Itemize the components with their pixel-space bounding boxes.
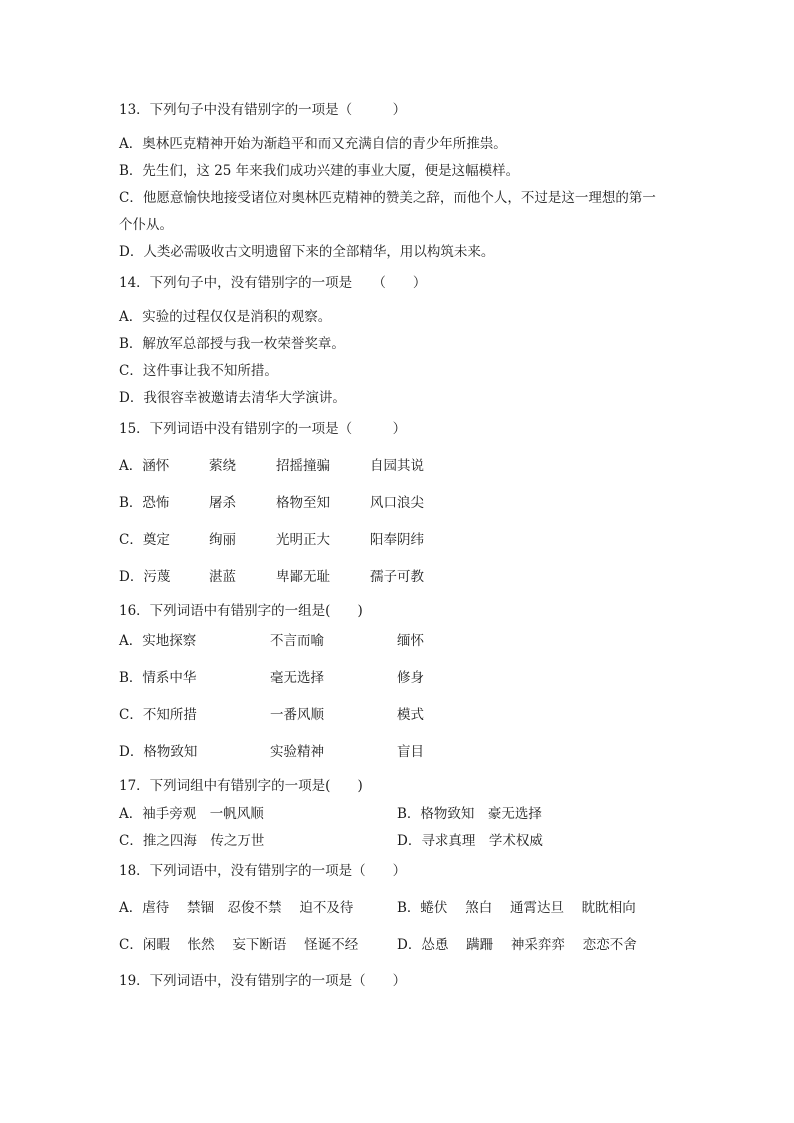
question-18-option-d: D．怂恿 蹒跚 神采弈弈 恋恋不舍 xyxy=(397,937,637,953)
question-15-option-a-word-4: 自园其说 xyxy=(370,458,424,474)
question-16-option-c-word-3: 模式 xyxy=(397,707,424,723)
question-16-option-c-word-2: 一番风顺 xyxy=(270,707,324,723)
question-17-option-a: A．袖手旁观 一帆风顺 xyxy=(119,806,264,822)
question-13-option-b: B．先生们，这 25 年来我们成功兴建的事业大厦，便是这幅模样。 xyxy=(119,163,520,179)
question-17-option-d: D．寻求真理 学术权威 xyxy=(397,833,543,849)
question-14-option-c: C．这件事让我不知所措。 xyxy=(119,363,278,379)
question-13-stem: 13．下列句子中没有错别字的一项是（ ） xyxy=(119,102,407,118)
question-19-stem: 19．下列词语中，没有错别字的一项是（ ） xyxy=(119,973,407,989)
question-15-stem: 15．下列词语中没有错别字的一项是（ ） xyxy=(119,421,407,437)
question-16-option-a-word-3: 缅怀 xyxy=(397,633,424,649)
question-18-option-c: C．闲暇 怅然 妄下断语 怪诞不经 xyxy=(119,937,359,953)
question-13-option-a: A．奥林匹克精神开始为渐趋平和而又充满自信的青少年所推祟。 xyxy=(119,136,507,152)
question-15-option-d-word-4: 孺子可教 xyxy=(370,569,424,585)
question-16-option-b-word-3: 修身 xyxy=(397,670,424,686)
question-17-option-b: B．格物致知 豪无选择 xyxy=(397,806,542,822)
question-16-option-a-word-2: 不言而喻 xyxy=(270,633,324,649)
question-15-option-a-word-1: A．涵怀 xyxy=(119,458,170,474)
question-13-option-d: D．人类必需吸收古文明遗留下来的全部精华，用以构筑未来。 xyxy=(119,244,495,260)
question-16-option-d-word-3: 盲目 xyxy=(397,744,424,760)
question-15-option-d-word-1: D．污蔑 xyxy=(119,569,171,585)
question-15-option-b-word-3: 格物至知 xyxy=(276,495,330,511)
question-18-option-b: B．蜷伏 煞白 通霄达旦 眈眈相向 xyxy=(397,900,636,916)
question-15-option-c-word-2: 绚丽 xyxy=(209,532,236,548)
question-15-option-d-word-2: 湛蓝 xyxy=(209,569,236,585)
question-13-option-c-continued: 个仆从。 xyxy=(119,217,173,233)
question-14-option-a: A．实验的过程仅仅是消积的观察。 xyxy=(119,309,332,325)
question-16-option-b-word-2: 毫无选择 xyxy=(270,670,324,686)
question-16-option-b-word-1: B．情系中华 xyxy=(119,670,197,686)
question-15-option-c-word-4: 阳奉阴纬 xyxy=(370,532,424,548)
question-18-stem: 18．下列词语中，没有错别字的一项是（ ） xyxy=(119,863,407,879)
question-15-option-c-word-1: C．奠定 xyxy=(119,532,170,548)
question-16-option-d-word-1: D．格物致知 xyxy=(119,744,198,760)
question-16-option-c-word-1: C．不知所措 xyxy=(119,707,197,723)
question-15-option-a-word-2: 萦绕 xyxy=(209,458,236,474)
question-17-stem: 17．下列词组中有错别字的一项是( ) xyxy=(119,778,363,794)
question-15-option-d-word-3: 卑鄙无耻 xyxy=(276,569,330,585)
question-17-option-c: C．推之四海 传之万世 xyxy=(119,833,265,849)
question-13-option-c: C．他愿意愉快地接受诸位对奥林匹克精神的赞美之辞，而他个人，不过是这一理想的第一 xyxy=(119,190,656,206)
question-15-option-b-word-1: B．恐怖 xyxy=(119,495,170,511)
question-16-option-a-word-1: A．实地探察 xyxy=(119,633,197,649)
question-14-stem: 14．下列句子中，没有错别字的一项是 （ ） xyxy=(119,275,427,291)
question-15-option-c-word-3: 光明正大 xyxy=(276,532,330,548)
question-15-option-b-word-4: 风口浪尖 xyxy=(370,495,424,511)
question-14-option-d: D．我很容幸被邀请去清华大学演讲。 xyxy=(119,390,346,406)
question-14-option-b: B．解放军总部授与我一枚荣誉奖章。 xyxy=(119,336,345,352)
question-18-option-a: A．虐待 禁锢 忍俊不禁 迫不及待 xyxy=(119,900,354,916)
question-16-stem: 16．下列词语中有错别字的一组是( ) xyxy=(119,603,363,619)
question-15-option-b-word-2: 屠杀 xyxy=(209,495,236,511)
question-16-option-d-word-2: 实验精神 xyxy=(270,744,324,760)
question-15-option-a-word-3: 招摇撞骗 xyxy=(276,458,330,474)
